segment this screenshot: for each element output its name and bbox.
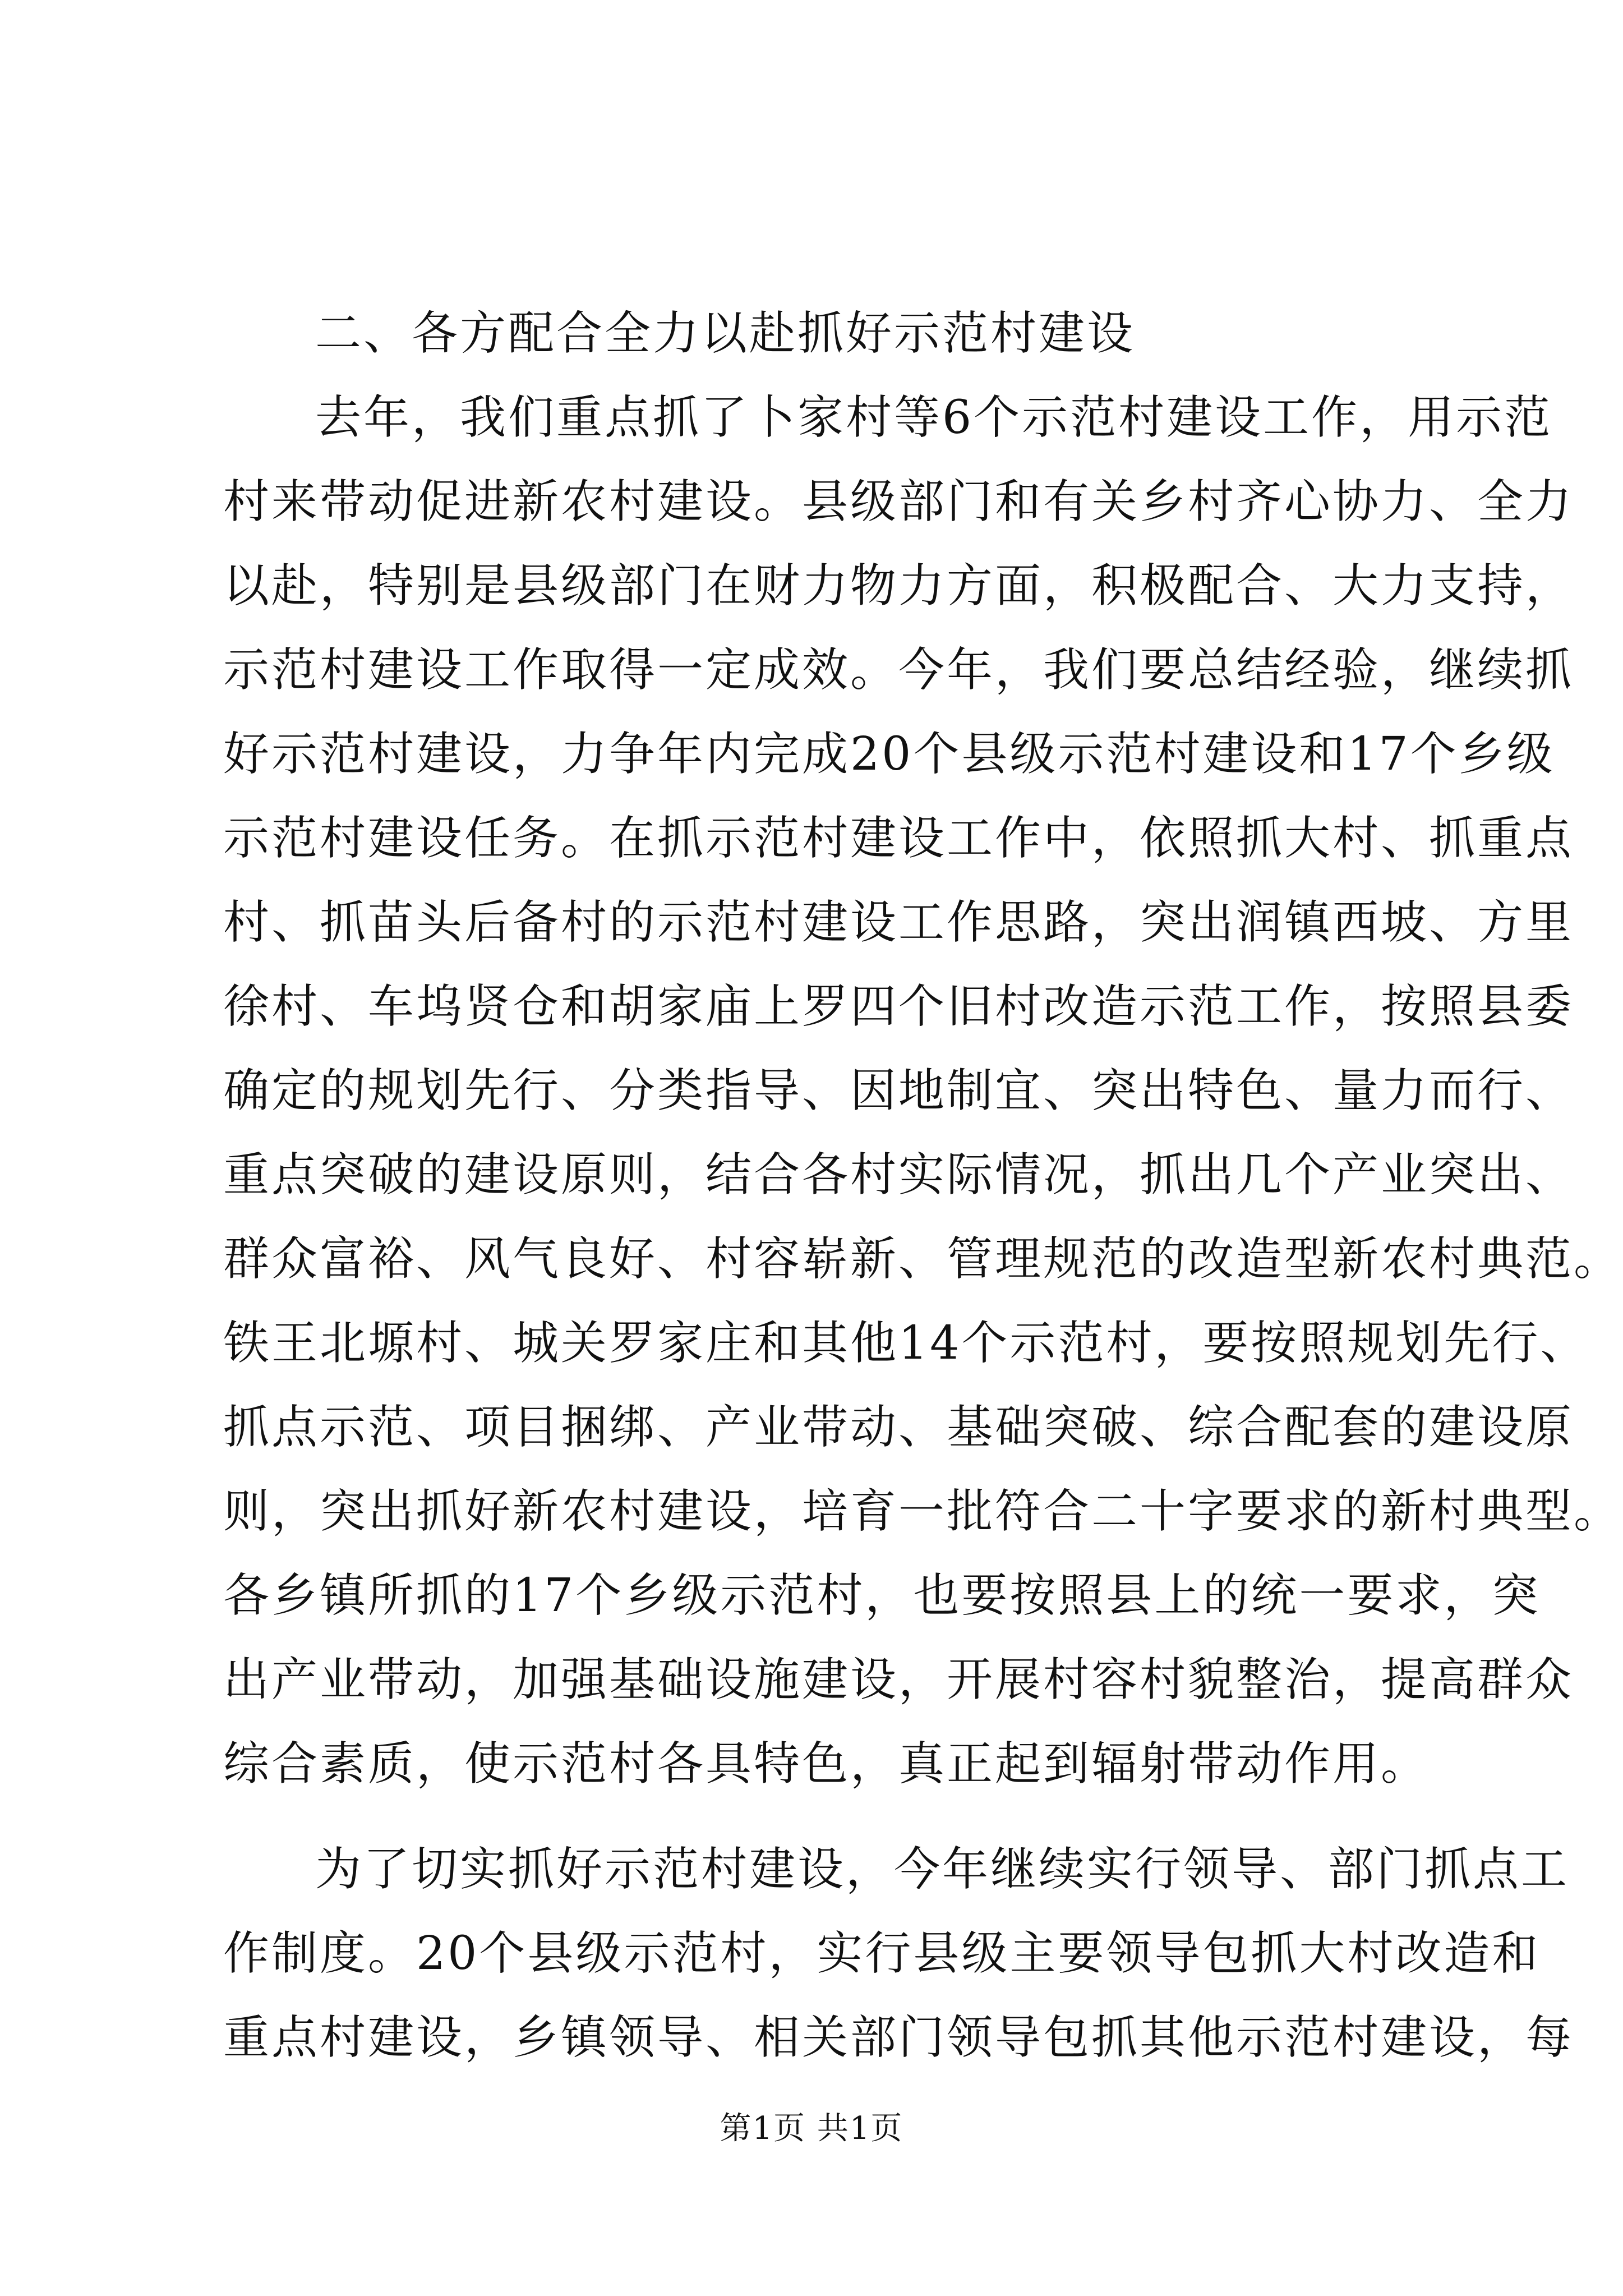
paragraph-line: 铁王北塬村、城关罗家庄和其他14个示范村，要按照规划先行、: [223, 1317, 1589, 1370]
paragraph-1: [223, 376, 1622, 1806]
paragraph-line: 作制度。20个县级示范村，实行县级主要领导包抓大村改造和: [223, 1927, 1541, 1980]
paragraph-line: 群众富裕、风气良好、村容崭新、管理规范的改造型新农村典范。: [223, 1232, 1622, 1286]
document-body: [223, 292, 1622, 2080]
paragraph-line: 示范村建设任务。在抓示范村建设工作中，依照抓大村、抓重点: [223, 812, 1574, 865]
paragraph-line: 徐村、车坞贤仓和胡家庙上罗四个旧村改造示范工作，按照县委: [223, 980, 1574, 1033]
section-heading: 二、各方配合全力以赴抓好示范村建设: [315, 307, 1136, 360]
paragraph-line: 出产业带动，加强基础设施建设，开展村容村貌整治，提高群众: [223, 1653, 1574, 1706]
paragraph-line: 好示范村建设，力争年内完成20个县级示范村建设和17个乡级: [223, 728, 1555, 781]
paragraph-line: 确定的规划先行、分类指导、因地制宜、突出特色、量力而行、: [223, 1064, 1574, 1117]
page-footer: 第1页 共1页: [720, 2110, 903, 2147]
paragraph-2: [223, 1828, 1574, 2080]
paragraph-line: 去年，我们重点抓了卜家村等6个示范村建设工作，用示范: [315, 391, 1553, 444]
paragraph-gap: [223, 1806, 1412, 1828]
paragraph-line: 各乡镇所抓的17个乡级示范村，也要按照县上的统一要求，突: [223, 1569, 1541, 1622]
paragraph-line: 村来带动促进新农村建设。县级部门和有关乡村齐心协力、全力: [223, 475, 1574, 528]
paragraph-line: 重点村建设，乡镇领导、相关部门领导包抓其他示范村建设，每: [223, 2011, 1574, 2064]
paragraph-line: 抓点示范、项目捆绑、产业带动、基础突破、综合配套的建设原: [223, 1401, 1574, 1454]
paragraph-line: 重点突破的建设原则，结合各村实际情况，抓出几个产业突出、: [223, 1148, 1574, 1202]
paragraph-line: 为了切实抓好示范村建设，今年继续实行领导、部门抓点工: [315, 1843, 1570, 1896]
paragraph-line: 以赴，特别是县级部门在财力物力方面，积极配合、大力支持，: [223, 559, 1574, 613]
paragraph-line: 综合素质，使示范村各具特色，真正起到辐射带动作用。: [223, 1737, 1430, 1791]
paragraph-line: 示范村建设工作取得一定成效。今年，我们要总结经验，继续抓: [223, 643, 1574, 697]
paragraph-line: 村、抓苗头后备村的示范村建设工作思路，突出润镇西坡、方里: [223, 896, 1574, 949]
paragraph-line: 则，突出抓好新农村建设，培育一批符合二十字要求的新村典型。: [223, 1485, 1622, 1538]
